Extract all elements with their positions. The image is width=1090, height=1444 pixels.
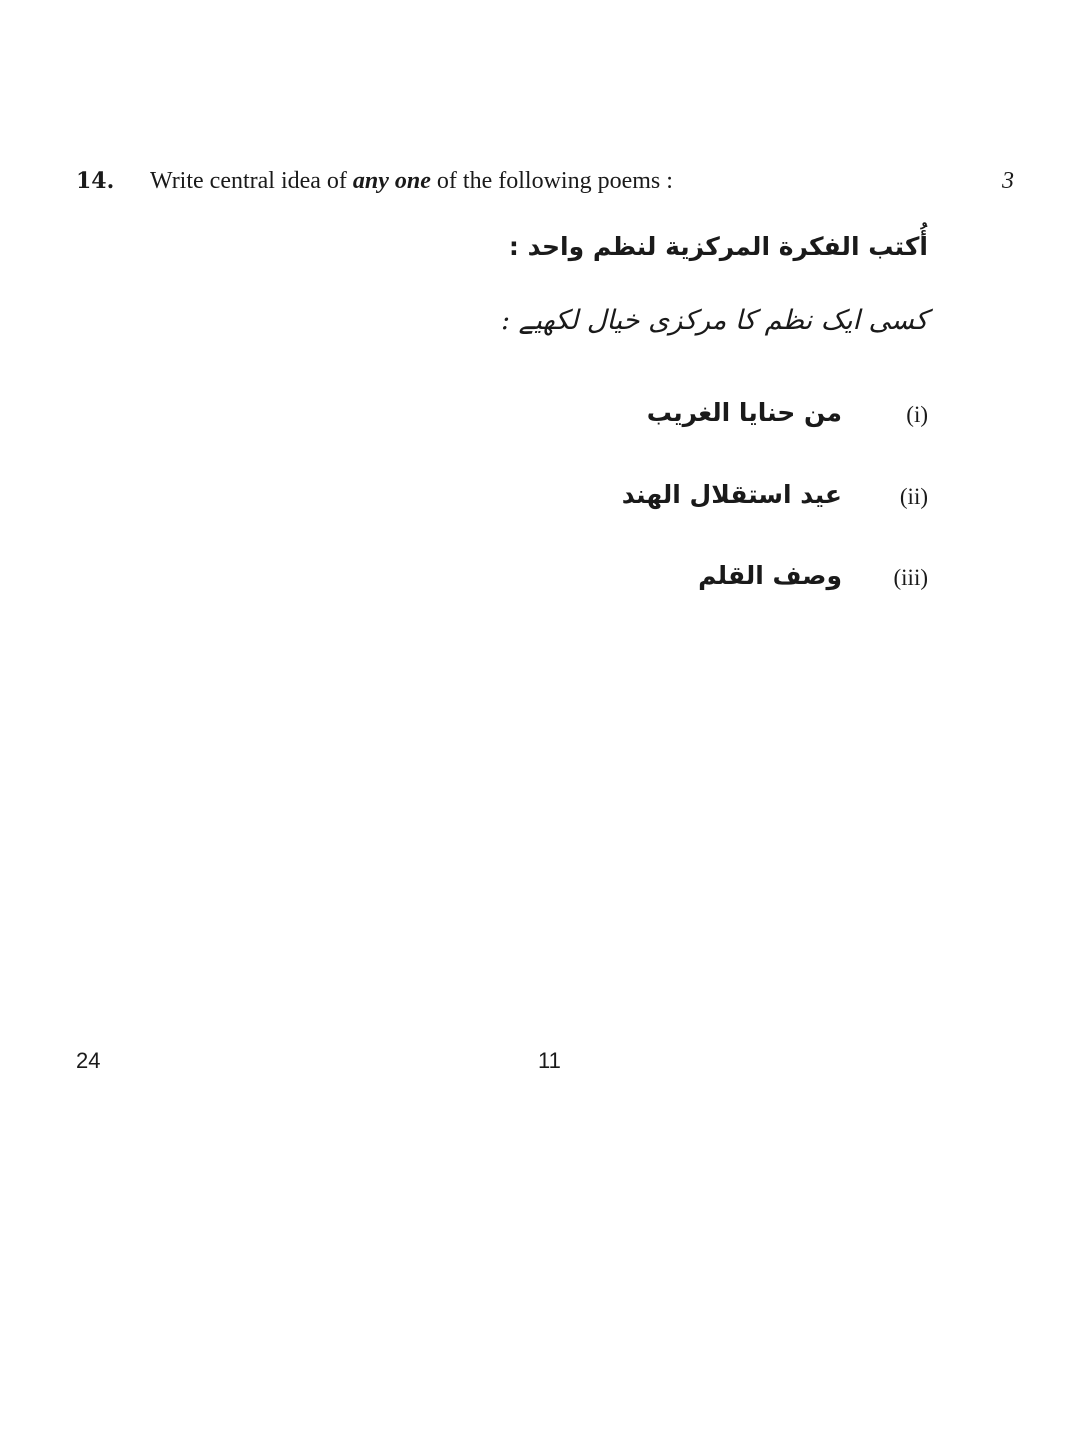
- option-item-1: [0, 398, 1090, 442]
- question-text-emphasis: any one: [352, 168, 431, 194]
- footer-page-number: 11: [538, 1048, 561, 1073]
- footer-code: 24: [76, 1048, 101, 1073]
- question-text-after: of the following poems :: [430, 168, 673, 194]
- option-title: عيد استقلال الهند: [621, 480, 842, 509]
- option-label: (iii): [893, 565, 928, 590]
- arabic-instruction: أُكتب الفكرة المركزية لنظم واحد :: [508, 232, 928, 261]
- question-text: [150, 168, 673, 195]
- option-item-2: [0, 480, 1090, 524]
- question-number: 14.: [76, 168, 115, 194]
- question-text-before: Write central idea of: [150, 168, 353, 194]
- option-title: من حنايا الغريب: [646, 398, 842, 427]
- urdu-instruction: کسی ایک نظم کا مرکزی خیال لکھیے :: [501, 305, 928, 336]
- option-title: وصف القلم: [698, 561, 842, 590]
- option-label: (ii): [899, 484, 928, 509]
- option-item-3: [0, 561, 1090, 605]
- question-marks: 3: [1002, 168, 1014, 194]
- option-label: (i): [906, 402, 928, 427]
